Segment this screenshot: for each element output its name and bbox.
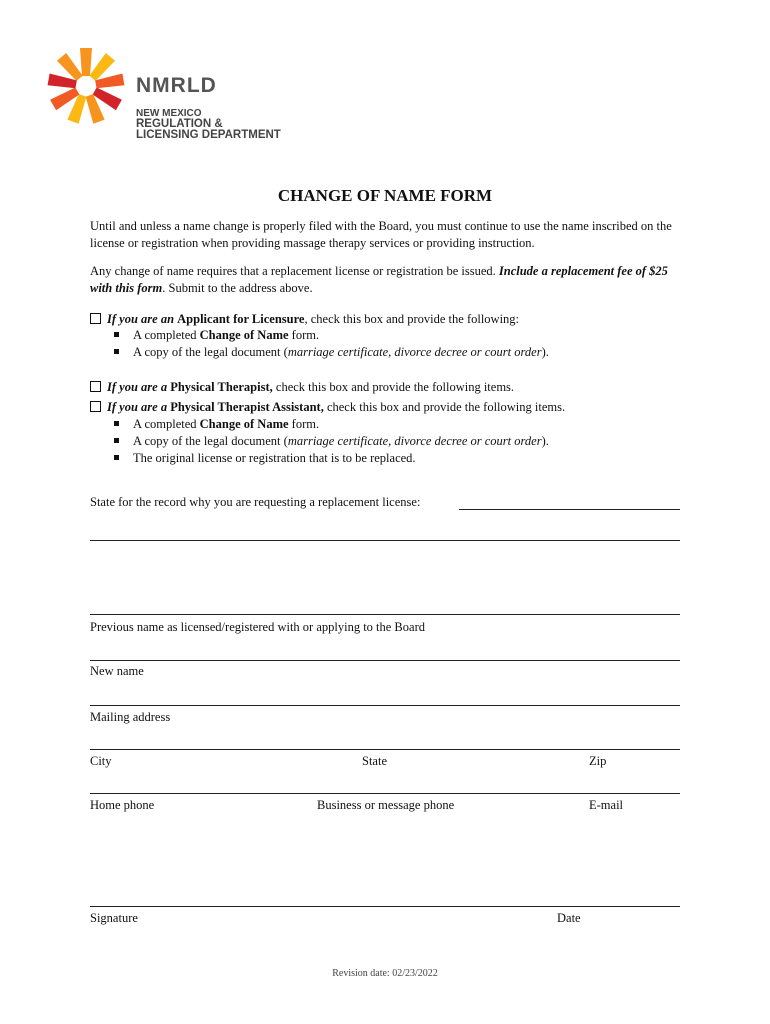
state-label: State xyxy=(362,754,387,768)
mailing-address-field[interactable] xyxy=(90,705,680,706)
business-phone-label: Business or message phone xyxy=(317,798,455,812)
list-item: A copy of the legal document (marriage certificate, divorce decree or court order). xyxy=(114,434,549,449)
list-item: A completed Change of Name form. xyxy=(114,417,319,432)
city-state-zip-field[interactable] xyxy=(90,749,680,750)
email-label: E-mail xyxy=(589,798,624,812)
logo-subtitle: NEW MEXICO REGULATION & LICENSING DEPARTMENT xyxy=(136,108,281,141)
previous-name-label: Previous name as licensed/registered with or applying to the Board xyxy=(90,620,425,634)
signature-date-field[interactable] xyxy=(90,906,680,907)
pt-checkbox[interactable] xyxy=(90,381,101,392)
signature-label: Signature xyxy=(90,911,138,925)
reason-label: State for the record why you are requesting a replacement license: xyxy=(90,495,421,509)
new-name-label: New name xyxy=(90,664,144,678)
nmrld-logo xyxy=(44,44,294,144)
pt-option: If you are a Physical Therapist, check this box and provide the following items. xyxy=(90,380,514,395)
applicant-checkbox[interactable] xyxy=(90,313,101,324)
zip-label: Zip xyxy=(589,754,607,768)
starburst-icon xyxy=(44,44,128,128)
phone-email-field[interactable] xyxy=(90,793,680,794)
date-label: Date xyxy=(557,911,581,925)
home-phone-label: Home phone xyxy=(90,798,155,812)
new-name-field[interactable] xyxy=(90,660,680,661)
mailing-address-label: Mailing address xyxy=(90,710,171,724)
city-label: City xyxy=(90,754,112,768)
applicant-option: If you are an Applicant for Licensure, check this box and provide the following: xyxy=(90,312,519,327)
intro-paragraph: Until and unless a name change is properly filed with the Board, you must continue to use the name inscribed on the license or registration when providing massage therapy services or providing instruction. xyxy=(90,219,672,250)
fee-paragraph: Any change of name requires that a replacement license or registration be issued. Include a replacement fee of $25 with this form. Submit to the address above. xyxy=(90,264,668,295)
pta-checkbox[interactable] xyxy=(90,401,101,412)
reason-field-line-2[interactable] xyxy=(90,540,680,541)
list-item: The original license or registration that is to be replaced. xyxy=(114,451,416,466)
logo-abbrev: NMRLD xyxy=(136,74,217,97)
pta-option: If you are a Physical Therapist Assistant, check this box and provide the following items. xyxy=(90,400,565,415)
form-title: CHANGE OF NAME FORM xyxy=(277,186,493,205)
list-item: A copy of the legal document (marriage certificate, divorce decree or court order). xyxy=(114,345,549,360)
reason-field[interactable] xyxy=(459,509,680,510)
previous-name-field[interactable] xyxy=(90,614,680,615)
revision-date: Revision date: 02/23/2022 xyxy=(332,968,438,979)
list-item: A completed Change of Name form. xyxy=(114,328,319,343)
